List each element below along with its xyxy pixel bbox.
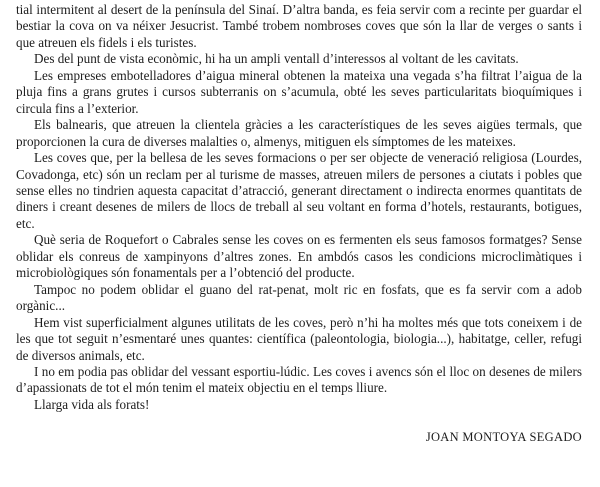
paragraph-7: Tampoc no podem oblidar el guano del rat-penat, molt ric en fosfats, que es fa servir com a adob orgànic... xyxy=(16,281,582,314)
author-signature: JOAN MONTOYA SEGADO xyxy=(425,430,582,445)
paragraph-8: Hem vist superficialment algunes utilitats de les coves, però n’hi ha moltes més que tots coneixem i de les que tot seguit n’esmentaré unes quantes: científica (paleontologia, biologia...), habitatge, celler, refugi de diversos animals, etc. xyxy=(16,314,582,363)
paragraph-1: tial intermitent al desert de la península del Sinaí. D’altra banda, es feia servir com a recinte per guardar el bestiar la cova on va néixer Jesucrist. També trobem nombroses coves que són la llar de verges o sants i que atreuen els fidels i els turistes. xyxy=(16,2,582,50)
paragraph-10: Llarga vida als forats! xyxy=(34,396,150,412)
paragraph-3: Les empreses embotelladores d’aigua mineral obtenen la mateixa una vegada s’ha filtrat l’aigua de la pluja fins a grans grutes i cursos subterranis on s’acumula, obté les seves particularitats bioquímiques i circula fins a l’exterior. xyxy=(16,67,582,116)
paragraph-5: Les coves que, per la bellesa de les seves formacions o per ser objecte de veneració religiosa (Lourdes, Covadonga, etc) són un reclam per al turisme de masses, atreuen milers de persones a ciutats i pobles que sense elles no tindrien aquesta capacitat d’atracció, generant directament o indirecta enormes quantitats de diners i creant desenes de milers de llocs de treball al seu voltant en forma d’hotels, restaurants, botigues, etc. xyxy=(16,150,582,231)
paragraph-9: I no em podia pas oblidar del vessant esportiu-lúdic. Les coves i avencs són el lloc on desenes de milers d’apassionats de tot el món tenim el mateix objectiu en el temps lliure. xyxy=(16,363,582,396)
paragraph-6: Què seria de Roquefort o Cabrales sense les coves on es fermenten els seus famosos formatges? Sense oblidar els conreus de xampinyons d’altres zones. En ambdós casos les condicions microclimàtiques i microbiològiques són fonamentals per a l’obtenció del producte. xyxy=(16,232,582,281)
paragraph-4: Els balnearis, que atreuen la clientela gràcies a les característiques de les seves aigües termals, que proporcionen la cura de diverses malalties o, almenys, mitiguen els símptomes de les mateixes. xyxy=(16,117,582,149)
paragraph-2: Des del punt de vista econòmic, hi ha un ampli ventall d’interessos al voltant de les cavitats. xyxy=(34,51,519,67)
